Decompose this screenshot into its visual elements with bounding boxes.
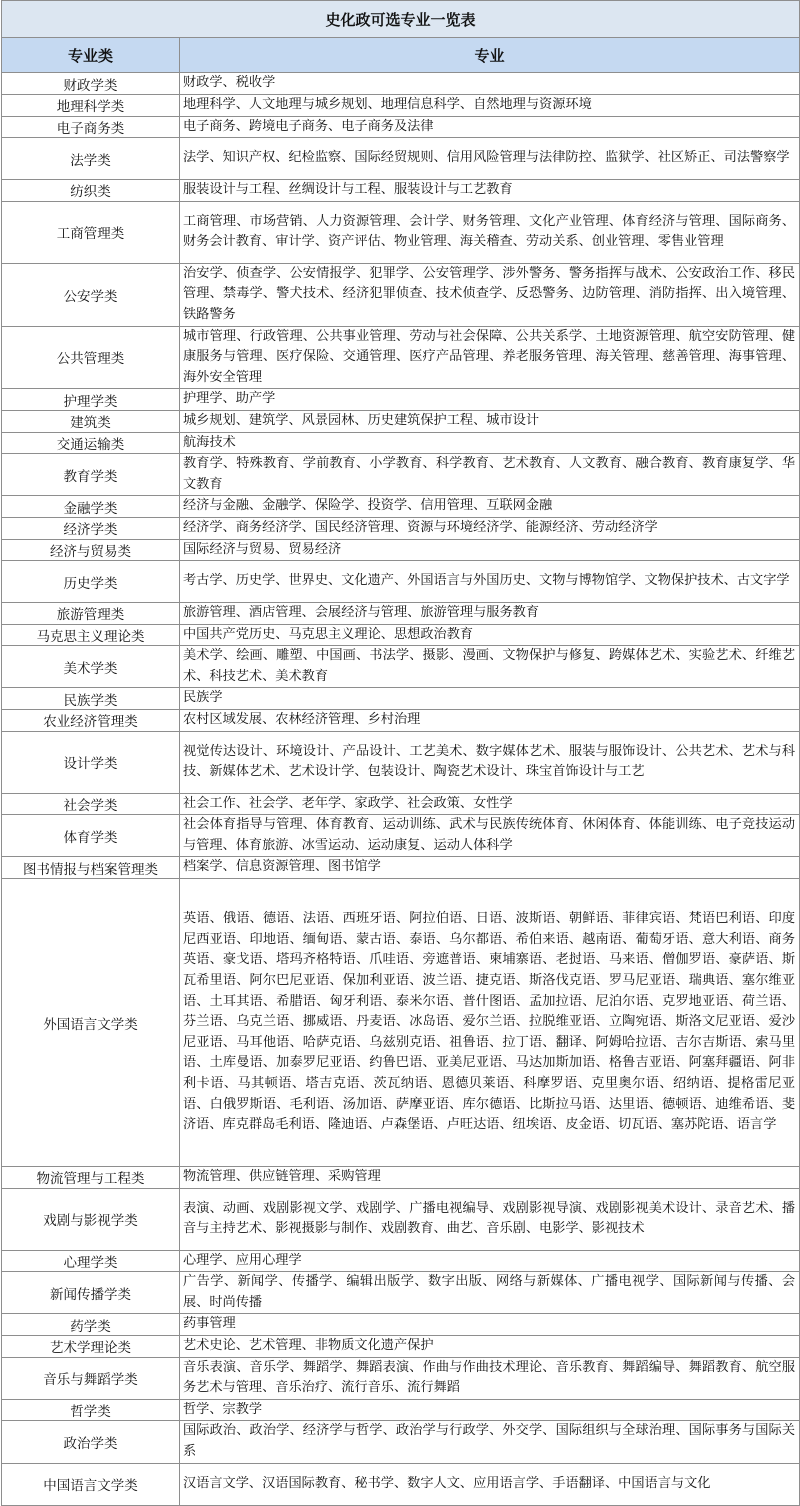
category-cell: 护理学类 [2,389,180,411]
majors-cell: 治安学、侦查学、公安情报学、犯罪学、公安管理学、涉外警务、警务指挥与战术、公安政治工作、移民管理、禁毒学、警犬技术、经济犯罪侦查、技术侦查学、反恐警务、边防管理、消防指挥、出入境管理、铁路警务 [180,263,800,326]
majors-cell: 城乡规划、建筑学、风景园林、历史建筑保护工程、城市设计 [180,410,800,432]
category-cell: 外国语言文学类 [2,879,180,1167]
table-row [2,624,800,646]
table-row [2,454,800,496]
majors-cell: 心理学、应用心理学 [180,1250,800,1272]
majors-cell: 表演、动画、戏剧影视文学、戏剧学、广播电视编导、戏剧影视导演、戏剧影视美术设计、录音艺术、播音与主持艺术、影视摄影与制作、戏剧教育、曲艺、音乐剧、电影学、影视技术 [180,1188,800,1250]
majors-cell: 教育学、特殊教育、学前教育、小学教育、科学教育、艺术教育、人文教育、融合教育、教育康复学、华文教育 [180,454,800,496]
majors-cell: 农村区域发展、农林经济管理、乡村治理 [180,710,800,732]
header-category: 专业类 [2,38,180,73]
majors-cell: 电子商务、跨境电子商务、电子商务及法律 [180,116,800,138]
table-row [2,646,800,688]
table-row [2,517,800,539]
table-row [2,539,800,561]
table-row [2,857,800,879]
table-row [2,561,800,603]
table-row [2,1357,800,1399]
table-row [2,879,800,1167]
majors-cell: 财政学、税收学 [180,73,800,95]
majors-cell: 社会体育指导与管理、体育教育、运动训练、武术与民族传统体育、休闲体育、体能训练、电子竞技运动与管理、体育旅游、冰雪运动、运动康复、运动人体科学 [180,815,800,857]
category-cell: 药学类 [2,1314,180,1336]
category-cell: 农业经济管理类 [2,710,180,732]
majors-cell: 国际经济与贸易、贸易经济 [180,539,800,561]
table-row [2,603,800,625]
category-cell: 建筑类 [2,410,180,432]
majors-cell: 经济与金融、金融学、保险学、投资学、信用管理、互联网金融 [180,496,800,518]
category-cell: 法学类 [2,138,180,180]
majors-cell: 档案学、信息资源管理、图书馆学 [180,857,800,879]
majors-cell: 地理科学、人文地理与城乡规划、地理信息科学、自然地理与资源环境 [180,95,800,117]
table-row [2,389,800,411]
table-row [2,73,800,95]
category-cell: 交通运输类 [2,432,180,454]
table-row [2,815,800,857]
table-row [2,793,800,815]
category-cell: 财政学类 [2,73,180,95]
category-cell: 纺织类 [2,180,180,202]
table-row [2,95,800,117]
table-row [2,410,800,432]
table-title: 史化政可选专业一览表 [2,1,800,38]
category-cell: 地理科学类 [2,95,180,117]
majors-cell: 航海技术 [180,432,800,454]
table-row [2,1167,800,1189]
category-cell: 心理学类 [2,1250,180,1272]
table-row [2,116,800,138]
category-cell: 戏剧与影视学类 [2,1188,180,1250]
majors-cell: 经济学、商务经济学、国民经济管理、资源与环境经济学、能源经济、劳动经济学 [180,517,800,539]
table-row [2,1250,800,1272]
category-cell: 历史学类 [2,561,180,603]
majors-cell: 旅游管理、酒店管理、会展经济与管理、旅游管理与服务教育 [180,603,800,625]
category-cell: 音乐与舞蹈学类 [2,1357,180,1399]
category-cell: 金融学类 [2,496,180,518]
category-cell: 艺术学理论类 [2,1336,180,1358]
majors-cell: 服装设计与工程、丝绸设计与工程、服装设计与工艺教育 [180,180,800,202]
table-row [2,1314,800,1336]
majors-cell: 广告学、新闻学、传播学、编辑出版学、数字出版、网络与新媒体、广播电视学、国际新闻与传播、会展、时尚传播 [180,1272,800,1314]
category-cell: 经济与贸易类 [2,539,180,561]
table-row [2,1188,800,1250]
majors-cell: 中国共产党历史、马克思主义理论、思想政治教育 [180,624,800,646]
table-row [2,1336,800,1358]
majors-cell: 民族学 [180,688,800,710]
table-row [2,688,800,710]
category-cell: 体育学类 [2,815,180,857]
table-row [2,263,800,326]
majors-cell: 法学、知识产权、纪检监察、国际经贸规则、信用风险管理与法律防控、监狱学、社区矫正、司法警察学 [180,138,800,180]
category-cell: 公共管理类 [2,326,180,389]
table-row [2,138,800,180]
majors-table [1,0,800,1506]
category-cell: 设计学类 [2,731,180,793]
majors-cell: 汉语言文学、汉语国际教育、秘书学、数字人文、应用语言学、手语翻译、中国语言与文化 [180,1463,800,1505]
category-cell: 中国语言文学类 [2,1463,180,1505]
category-cell: 社会学类 [2,793,180,815]
table-row [2,731,800,793]
majors-cell: 国际政治、政治学、经济学与哲学、政治学与行政学、外交学、国际组织与全球治理、国际事务与国际关系 [180,1421,800,1463]
category-cell: 马克思主义理论类 [2,624,180,646]
table-row [2,180,800,202]
category-cell: 物流管理与工程类 [2,1167,180,1189]
majors-cell: 物流管理、供应链管理、采购管理 [180,1167,800,1189]
majors-cell: 考古学、历史学、世界史、文化遗产、外国语言与外国历史、文物与博物馆学、文物保护技术、古文字学 [180,561,800,603]
category-cell: 旅游管理类 [2,603,180,625]
majors-cell: 英语、俄语、德语、法语、西班牙语、阿拉伯语、日语、波斯语、朝鲜语、菲律宾语、梵语巴利语、印度尼西亚语、印地语、缅甸语、蒙古语、泰语、乌尔都语、希伯来语、越南语、葡萄牙语、意大利语、商务英语、豪戈语、塔玛齐格特语、爪哇语、旁遮普语、柬埔寨语、老挝语、马来语、僧伽罗语、豪萨语、斯瓦希里语、阿尔巴尼亚语、保加利亚语、波兰语、捷克语、斯洛伐克语、罗马尼亚语、瑞典语、塞尔维亚语、土耳其语、希腊语、匈牙利语、泰米尔语、普什图语、孟加拉语、尼泊尔语、克罗地亚语、荷兰语、芬兰语、乌克兰语、挪威语、丹麦语、冰岛语、爱尔兰语、拉脱维亚语、立陶宛语、斯洛文尼亚语、爱沙尼亚语、马耳他语、哈萨克语、乌兹别克语、祖鲁语、拉丁语、翻译、阿姆哈拉语、吉尔吉斯语、索马里语、土库曼语、加泰罗尼亚语、约鲁巴语、亚美尼亚语、马达加斯加语、格鲁吉亚语、阿塞拜疆语、阿非利卡语、马其顿语、塔吉克语、茨瓦纳语、恩德贝莱语、科摩罗语、克里奥尔语、绍纳语、提格雷尼亚语、白俄罗斯语、毛利语、汤加语、萨摩亚语、库尔德语、比斯拉马语、达里语、德顿语、迪维希语、斐济语、库克群岛毛利语、隆迪语、卢森堡语、卢旺达语、纽埃语、皮金语、切瓦语、塞苏陀语、语言学 [180,879,800,1167]
majors-cell: 城市管理、行政管理、公共事业管理、劳动与社会保障、公共关系学、土地资源管理、航空安防管理、健康服务与管理、医疗保险、交通管理、医疗产品管理、养老服务管理、海关管理、慈善管理、海事管理、海外安全管理 [180,326,800,389]
category-cell: 电子商务类 [2,116,180,138]
table-row [2,201,800,263]
table-row [2,1421,800,1463]
table-row [2,1399,800,1421]
majors-cell: 药事管理 [180,1314,800,1336]
majors-cell: 艺术史论、艺术管理、非物质文化遗产保护 [180,1336,800,1358]
table-row [2,710,800,732]
category-cell: 美术学类 [2,646,180,688]
table-row [2,326,800,389]
category-cell: 哲学类 [2,1399,180,1421]
majors-cell: 护理学、助产学 [180,389,800,411]
header-majors: 专业 [180,38,800,73]
category-cell: 经济学类 [2,517,180,539]
category-cell: 工商管理类 [2,201,180,263]
majors-cell: 哲学、宗教学 [180,1399,800,1421]
majors-cell: 工商管理、市场营销、人力资源管理、会计学、财务管理、文化产业管理、体育经济与管理、国际商务、财务会计教育、审计学、资产评估、物业管理、海关稽查、劳动关系、创业管理、零售业管理 [180,201,800,263]
category-cell: 政治学类 [2,1421,180,1463]
majors-cell: 视觉传达设计、环境设计、产品设计、工艺美术、数字媒体艺术、服装与服饰设计、公共艺术、艺术与科技、新媒体艺术、艺术设计学、包装设计、陶瓷艺术设计、珠宝首饰设计与工艺 [180,731,800,793]
category-cell: 新闻传播学类 [2,1272,180,1314]
majors-cell: 美术学、绘画、雕塑、中国画、书法学、摄影、漫画、文物保护与修复、跨媒体艺术、实验艺术、纤维艺术、科技艺术、美术教育 [180,646,800,688]
table-row [2,496,800,518]
category-cell: 公安学类 [2,263,180,326]
majors-cell: 音乐表演、音乐学、舞蹈学、舞蹈表演、作曲与作曲技术理论、音乐教育、舞蹈编导、舞蹈教育、航空服务艺术与管理、音乐治疗、流行音乐、流行舞蹈 [180,1357,800,1399]
category-cell: 教育学类 [2,454,180,496]
table-row [2,1463,800,1505]
category-cell: 民族学类 [2,688,180,710]
table-row [2,432,800,454]
table-row [2,1272,800,1314]
majors-cell: 社会工作、社会学、老年学、家政学、社会政策、女性学 [180,793,800,815]
category-cell: 图书情报与档案管理类 [2,857,180,879]
